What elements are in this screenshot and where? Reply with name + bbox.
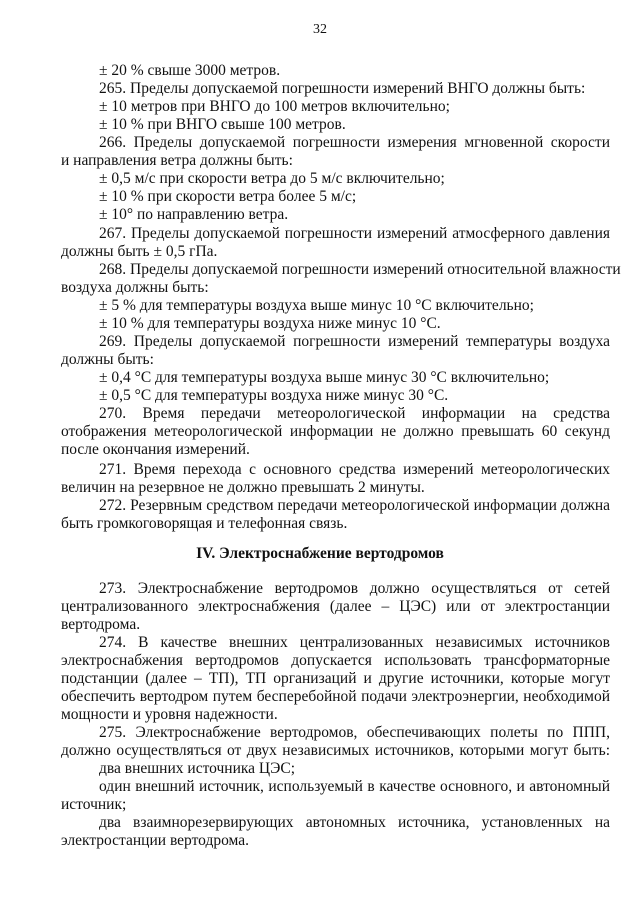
text-line: быть громкоговорящая и телефонная связь.	[61, 515, 348, 532]
text-line: ± 10 % при ВНГО свыше 100 метров.	[99, 116, 346, 133]
text-line: 274. В качестве внешних централизованных независимых источников	[99, 634, 610, 651]
text-line: ± 10° по направлению ветра.	[99, 206, 289, 223]
text-line: должно осуществляться от двух независимых источников, которыми могут быть:	[61, 742, 610, 759]
text-line: должны быть:	[61, 351, 154, 368]
text-line: 271. Время перехода с основного средства измерений метеорологических	[99, 461, 610, 478]
text-line: мощности и уровня надежности.	[61, 706, 278, 723]
text-line: два взаимнорезервирующих автономных источника, установленных на	[99, 814, 610, 831]
text-line: источник;	[61, 796, 127, 813]
text-line: 269. Пределы допускаемой погрешности измерений температуры воздуха	[99, 333, 610, 350]
section-heading: IV. Электроснабжение вертодромов	[196, 545, 444, 562]
text-line: 273. Электроснабжение вертодромов должно осуществляться от сетей	[99, 580, 610, 597]
text-line: 270. Время передачи метеорологической информации на средства	[99, 405, 610, 422]
text-line: 267. Пределы допускаемой погрешности измерений атмосферного давления	[99, 225, 610, 242]
text-line: и направления ветра должны быть:	[61, 152, 293, 169]
text-line: после окончания измерений.	[61, 441, 250, 458]
text-line: обеспечить вертодром путем бесперебойной подачи электроэнергии, необходимой	[61, 688, 610, 705]
page-number: 32	[313, 22, 327, 37]
text-line: 268. Пределы допускаемой погрешности измерений относительной влажности	[99, 261, 621, 278]
text-line: отображения метеорологической информации не должно превышать 60 секунд	[61, 423, 610, 440]
text-line: подстанции (далее – ТП), ТП организаций и другие источники, которые могут	[61, 670, 610, 687]
text-line: 265. Пределы допускаемой погрешности измерений ВНГО должны быть:	[99, 80, 586, 97]
text-line: величин на резервное не должно превышать 2 минуты.	[61, 479, 425, 496]
text-line: ± 0,4 °С для температуры воздуха выше минус 30 °С включительно;	[99, 369, 550, 386]
text-line: два внешних источника ЦЭС;	[99, 760, 295, 777]
text-line: ± 5 % для температуры воздуха выше минус 10 °С включительно;	[99, 297, 534, 314]
text-line: 266. Пределы допускаемой погрешности измерения мгновенной скорости	[99, 134, 610, 151]
text-line: должны быть ± 0,5 гПа.	[61, 243, 218, 260]
text-line: ± 10 метров при ВНГО до 100 метров включительно;	[99, 98, 450, 115]
text-line: 275. Электроснабжение вертодромов, обеспечивающих полеты по ППП,	[99, 724, 610, 741]
text-line: электростанции вертодрома.	[61, 832, 250, 849]
text-line: ± 20 % свыше 3000 метров.	[99, 62, 281, 79]
text-line: вертодрома.	[61, 616, 141, 633]
text-line: ± 10 % для температуры воздуха ниже минус 10 °С.	[99, 315, 441, 332]
text-line: централизованного электроснабжения (далее – ЦЭС) или от электростанции	[61, 598, 610, 615]
text-line: ± 0,5 м/с при скорости ветра до 5 м/с включительно;	[99, 170, 445, 187]
text-line: один внешний источник, используемый в качестве основного, и автономный	[99, 778, 610, 795]
text-line: 272. Резервным средством передачи метеорологической информации должна	[99, 497, 610, 514]
text-line: воздуха должны быть:	[61, 279, 209, 296]
text-line: ± 0,5 °С для температуры воздуха ниже минус 30 °С.	[99, 387, 449, 404]
text-line: ± 10 % при скорости ветра более 5 м/с;	[99, 188, 357, 205]
text-line: электроснабжения вертодромов допускается использовать трансформаторные	[61, 652, 610, 669]
